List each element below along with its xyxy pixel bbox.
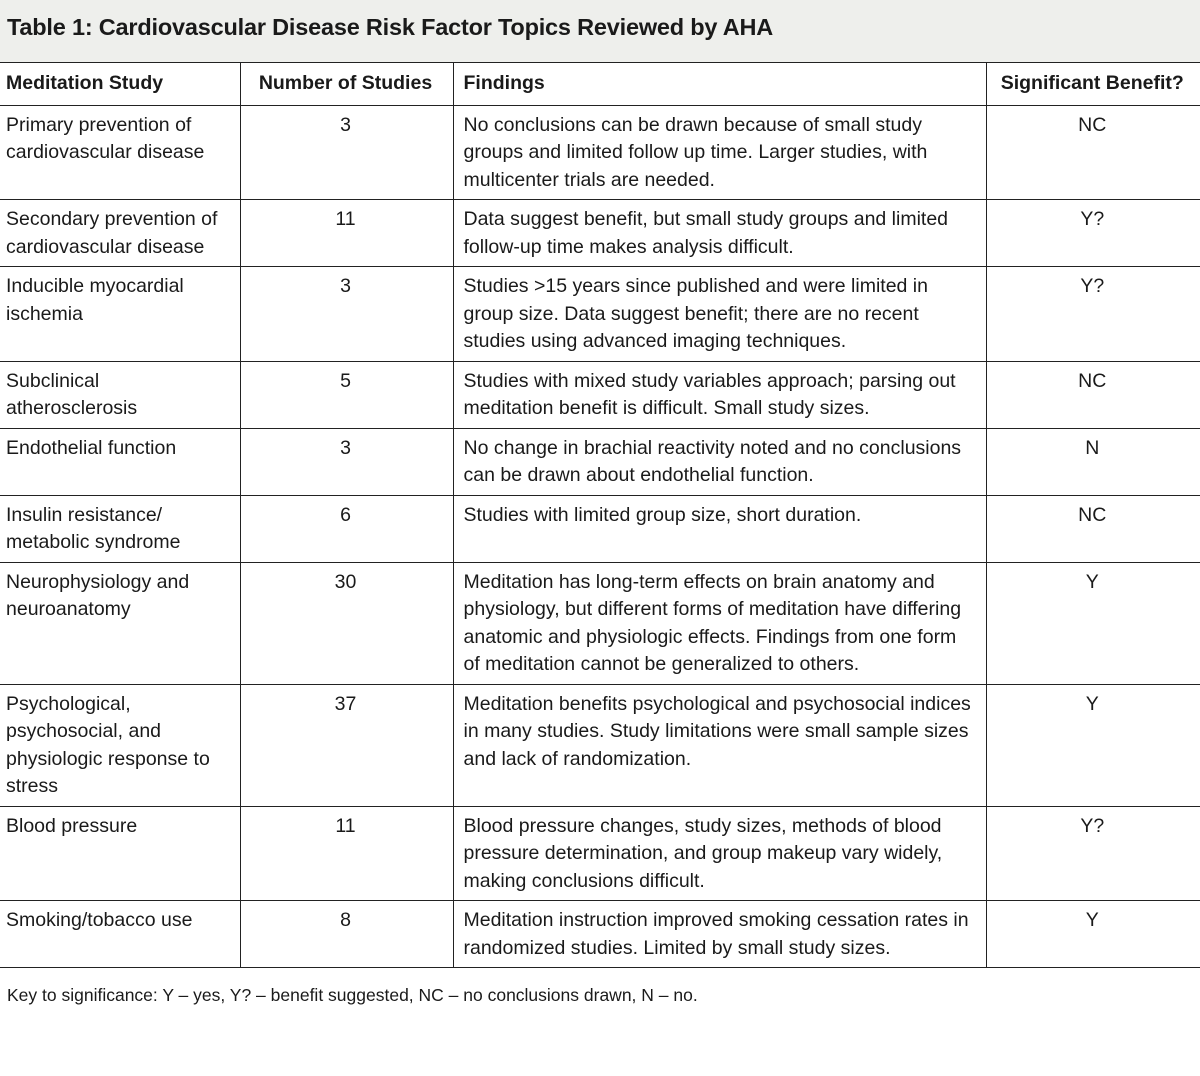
count-cell: 3 xyxy=(240,428,453,495)
count-cell: 5 xyxy=(240,361,453,428)
findings-cell: Studies with limited group size, short duration. xyxy=(453,495,986,562)
count-cell: 37 xyxy=(240,684,453,806)
header-count: Number of Studies xyxy=(240,63,453,106)
count-cell: 6 xyxy=(240,495,453,562)
study-cell: Secondary prevention of cardiovascular disease xyxy=(0,200,240,267)
study-cell: Psychological, psychosocial, and physiologic response to stress xyxy=(0,684,240,806)
count-cell: 30 xyxy=(240,562,453,684)
benefit-cell: Y xyxy=(986,901,1200,968)
table-row xyxy=(0,495,1200,562)
benefit-cell: Y xyxy=(986,684,1200,806)
count-cell: 11 xyxy=(240,806,453,901)
study-cell: Endothelial function xyxy=(0,428,240,495)
count-cell: 11 xyxy=(240,200,453,267)
risk-factor-table xyxy=(0,62,1200,968)
table-row xyxy=(0,806,1200,901)
benefit-cell: Y? xyxy=(986,806,1200,901)
study-cell: Smoking/tobacco use xyxy=(0,901,240,968)
header-row xyxy=(0,63,1200,106)
findings-cell: No change in brachial reactivity noted and no conclusions can be drawn about endothelial function. xyxy=(453,428,986,495)
significance-key: Key to significance: Y – yes, Y? – benefit suggested, NC – no conclusions drawn, N – no. xyxy=(7,985,698,1005)
table-title: Table 1: Cardiovascular Disease Risk Factor Topics Reviewed by AHA xyxy=(7,14,774,40)
count-cell: 8 xyxy=(240,901,453,968)
study-cell: Insulin resistance/ metabolic syndrome xyxy=(0,495,240,562)
benefit-cell: NC xyxy=(986,105,1200,200)
header-findings: Findings xyxy=(453,63,986,106)
findings-cell: Meditation instruction improved smoking cessation rates in randomized studies. Limited by small study sizes. xyxy=(453,901,986,968)
title-bar xyxy=(0,0,1200,62)
table-row xyxy=(0,562,1200,684)
table-row xyxy=(0,901,1200,968)
table-row xyxy=(0,361,1200,428)
study-cell: Neurophysiology and neuroanatomy xyxy=(0,562,240,684)
benefit-cell: NC xyxy=(986,361,1200,428)
benefit-cell: Y? xyxy=(986,267,1200,362)
findings-cell: Meditation has long-term effects on brain anatomy and physiology, but different forms of meditation have differing anatomic and physiologic effects. Findings from one form of meditation cannot be generalized to others. xyxy=(453,562,986,684)
benefit-cell: Y xyxy=(986,562,1200,684)
study-cell: Inducible myocardial ischemia xyxy=(0,267,240,362)
table-row xyxy=(0,684,1200,806)
benefit-cell: N xyxy=(986,428,1200,495)
findings-cell: No conclusions can be drawn because of small study groups and limited follow up time. Larger studies, with multicenter trials are needed. xyxy=(453,105,986,200)
study-cell: Blood pressure xyxy=(0,806,240,901)
count-cell: 3 xyxy=(240,105,453,200)
findings-cell: Meditation benefits psychological and psychosocial indices in many studies. Study limitations were small sample sizes and lack of randomization. xyxy=(453,684,986,806)
table-row xyxy=(0,267,1200,362)
table-row xyxy=(0,105,1200,200)
findings-cell: Studies with mixed study variables approach; parsing out meditation benefit is difficult. Small study sizes. xyxy=(453,361,986,428)
findings-cell: Blood pressure changes, study sizes, methods of blood pressure determination, and group makeup vary widely, making conclusions difficult. xyxy=(453,806,986,901)
header-study: Meditation Study xyxy=(0,63,240,106)
benefit-cell: Y? xyxy=(986,200,1200,267)
header-benefit: Significant Benefit? xyxy=(986,63,1200,106)
count-cell: 3 xyxy=(240,267,453,362)
findings-cell: Data suggest benefit, but small study groups and limited follow-up time makes analysis difficult. xyxy=(453,200,986,267)
findings-cell: Studies >15 years since published and were limited in group size. Data suggest benefit; there are no recent studies using advanced imaging techniques. xyxy=(453,267,986,362)
study-cell: Subclinical atherosclerosis xyxy=(0,361,240,428)
table-row xyxy=(0,428,1200,495)
study-cell: Primary prevention of cardiovascular disease xyxy=(0,105,240,200)
table-row xyxy=(0,200,1200,267)
benefit-cell: NC xyxy=(986,495,1200,562)
